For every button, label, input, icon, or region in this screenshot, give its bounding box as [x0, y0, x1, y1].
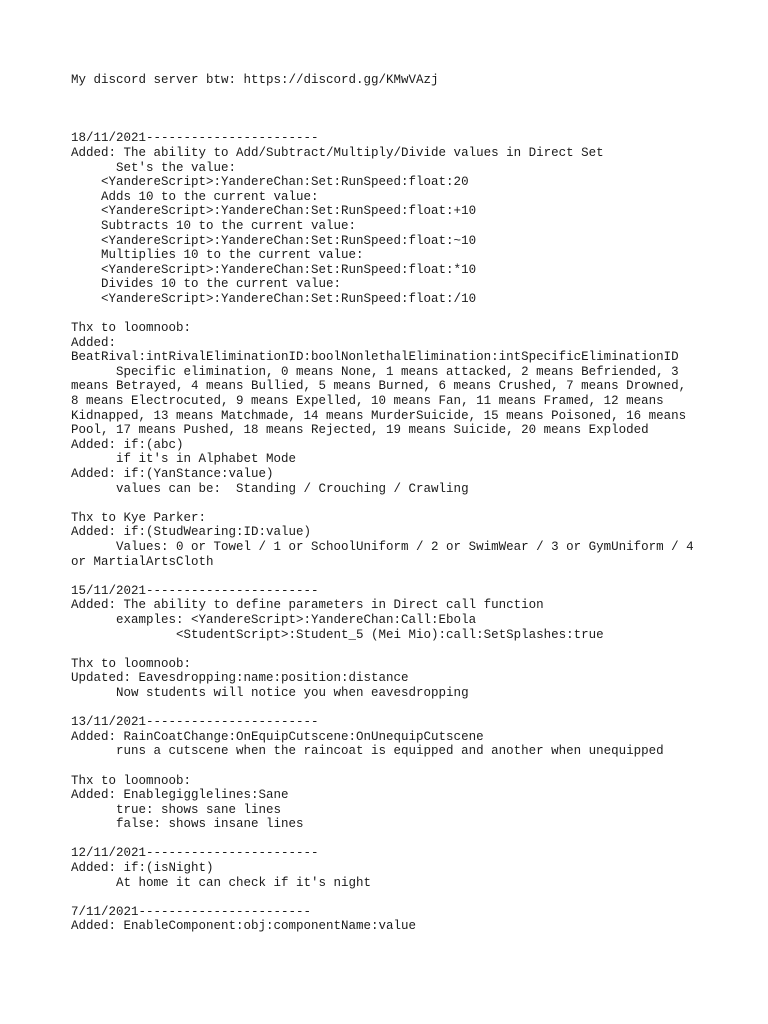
document-line: Added: Enablegigglelines:Sane [71, 788, 289, 803]
document-line: Now students will notice you when eavesdropping [71, 685, 469, 700]
document-line: <YandereScript>:YandereChan:Set:RunSpeed:float:20 [71, 175, 469, 190]
document-line: Specific elimination, 0 means None, 1 means attacked, 2 means Befriended, 3 [71, 364, 679, 379]
document-line: <YandereScript>:YandereChan:Set:RunSpeed:float:/10 [71, 291, 477, 306]
document-line [71, 832, 731, 847]
document-line: means Betrayed, 4 means Bullied, 5 means Burned, 6 means Crushed, 7 means Drowned, [71, 379, 687, 394]
document-line: true: shows sane lines [71, 802, 282, 817]
document-line: 13/11/2021----------------------- [71, 715, 319, 730]
document-line: values can be: Standing / Crouching / Crawling [71, 481, 469, 496]
document-line: 18/11/2021----------------------- [71, 131, 319, 146]
document-line: At home it can check if it's night [71, 875, 372, 890]
document-line: Thx to loomnoob: [71, 773, 192, 788]
document-line [71, 890, 731, 905]
document-line: Thx to Kye Parker: [71, 510, 207, 525]
document-line: Added: if:(isNight) [71, 861, 214, 876]
document-line [71, 117, 731, 132]
document-line: examples: <YandereScript>:YandereChan:Call:Ebola [71, 612, 477, 627]
document-line: Adds 10 to the current value: [71, 189, 319, 204]
document-line: Added: [71, 335, 117, 350]
document-line: 12/11/2021----------------------- [71, 846, 319, 861]
document-line: Pool, 17 means Pushed, 18 means Rejected, 19 means Suicide, 20 means Exploded [71, 423, 649, 438]
document-line: 8 means Electrocuted, 9 means Expelled, 10 means Fan, 11 means Framed, 12 means [71, 394, 664, 409]
document-line: Added: EnableComponent:obj:componentName:value [71, 919, 417, 934]
document-line [71, 102, 731, 117]
document-line: Divides 10 to the current value: [71, 277, 342, 292]
document-line: Added: The ability to Add/Subtract/Multiply/Divide values in Direct Set [71, 145, 604, 160]
document-line: BeatRival:intRivalEliminationID:boolNonlethalElimination:intSpecificEliminationID [71, 350, 679, 365]
document-line: 15/11/2021----------------------- [71, 583, 319, 598]
document-line: <StudentScript>:Student_5 (Mei Mio):call:SetSplashes:true [71, 627, 604, 642]
document-line: Kidnapped, 13 means Matchmade, 14 means MurderSuicide, 15 means Poisoned, 16 means [71, 408, 687, 423]
document-line: <YandereScript>:YandereChan:Set:RunSpeed:float:~10 [71, 233, 477, 248]
document-line: Added: if:(StudWearing:ID:value) [71, 525, 312, 540]
document-line: Multiplies 10 to the current value: [71, 248, 364, 263]
document-line: or MartialArtsCloth [71, 554, 214, 569]
document-line [71, 642, 731, 657]
document-line: <YandereScript>:YandereChan:Set:RunSpeed:float:+10 [71, 204, 477, 219]
document-line: Thx to loomnoob: [71, 321, 192, 336]
document-line: Updated: Eavesdropping:name:position:distance [71, 671, 409, 686]
document-line: runs a cutscene when the raincoat is equipped and another when unequipped [71, 744, 664, 759]
document-line: Added: if:(YanStance:value) [71, 467, 274, 482]
document-line: Subtracts 10 to the current value: [71, 218, 357, 233]
document-line: 7/11/2021----------------------- [71, 904, 312, 919]
document-line: Added: The ability to define parameters in Direct call function [71, 598, 544, 613]
document-line: false: shows insane lines [71, 817, 304, 832]
document-line: Added: RainCoatChange:OnEquipCutscene:OnUnequipCutscene [71, 729, 484, 744]
document-line [71, 88, 731, 103]
document-line: Set's the value: [71, 160, 237, 175]
document-line: if it's in Alphabet Mode [71, 452, 297, 467]
document-line: Added: if:(abc) [71, 437, 184, 452]
document-line: My discord server btw: https://discord.gg/KMwVAzj [71, 73, 439, 87]
document-line: Values: 0 or Towel / 1 or SchoolUniform / 2 or SwimWear / 3 or GymUniform / 4 [71, 540, 694, 554]
document-line [71, 307, 731, 322]
document-page [71, 73, 731, 934]
document-line [71, 496, 731, 511]
document-line: Thx to loomnoob: [71, 656, 192, 671]
document-line [71, 701, 731, 716]
document-line [71, 569, 731, 584]
document-line: <YandereScript>:YandereChan:Set:RunSpeed:float:*10 [71, 262, 477, 277]
document-line [71, 759, 731, 774]
